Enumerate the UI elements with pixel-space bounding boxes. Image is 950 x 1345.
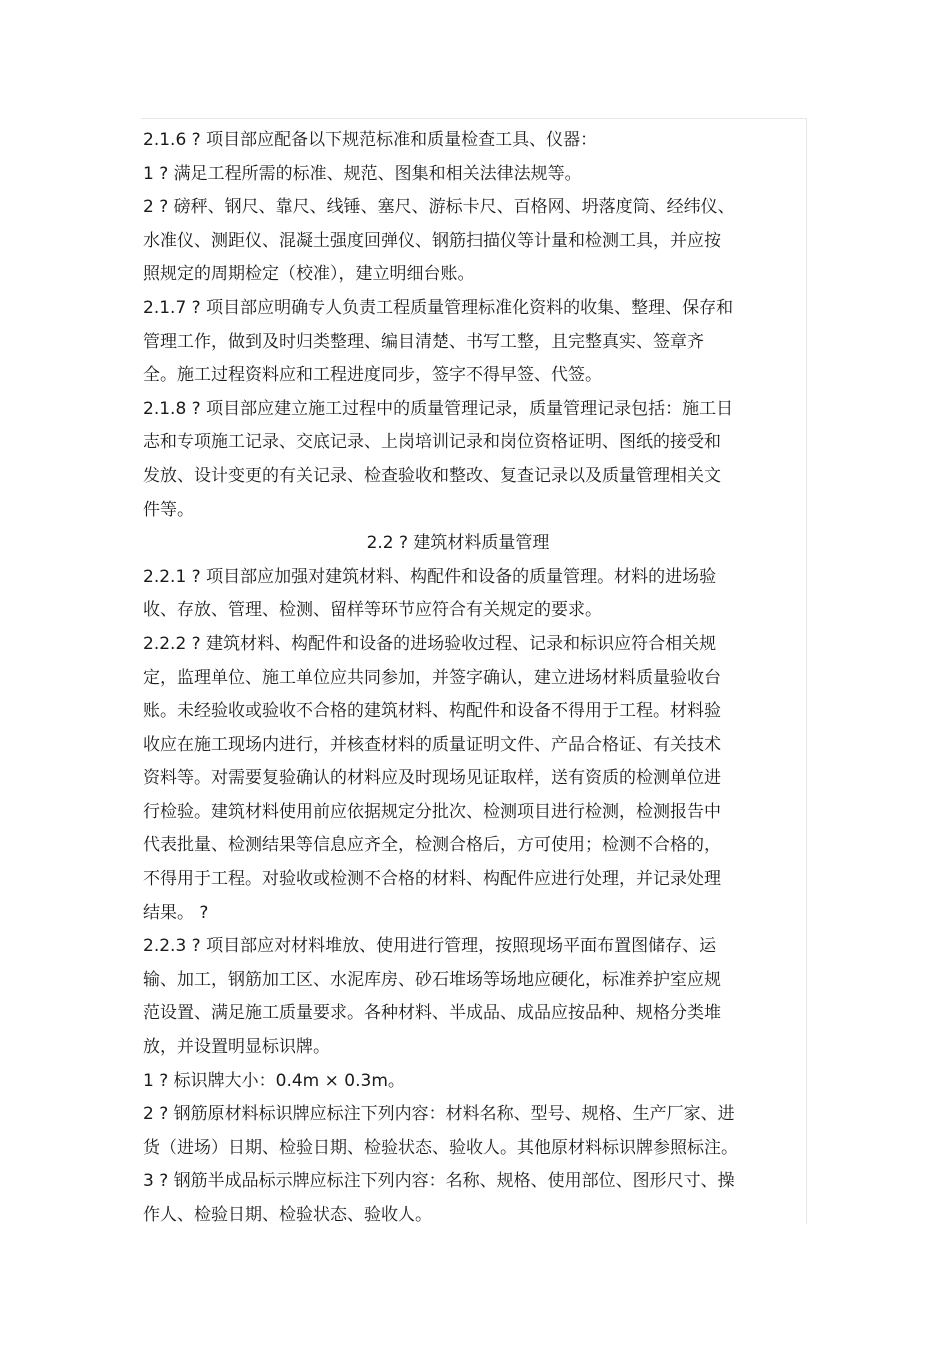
text-line: 照规定的周期检定（校准），建立明细台账。 [143,264,475,285]
text-line: 不得用于工程。对验收或检测不合格的材料、构配件应进行处理，并记录处理 [143,869,721,890]
text-line: 管理工作，做到及时归类整理、编目清楚、书写工整，且完整真实、签章齐 [143,331,704,352]
text-line: 资料等。对需要复验确认的材料应及时现场见证取样，送有资质的检测单位进 [143,768,721,789]
text-line: 2.2.3 ? 项目部应对材料堆放、使用进行管理，按照现场平面布置图储存、运 [143,936,717,957]
text-line: 代表批量、检测结果等信息应齐全，检测合格后，方可使用；检测不合格的， [143,835,721,856]
text-line: 志和专项施工记录、交底记录、上岗培训记录和岗位资格证明、图纸的接受和 [143,432,721,453]
text-line: 1 ? 满足工程所需的标准、规范、图集和相关法律法规等。 [143,163,582,184]
text-line: 2.1.8 ? 项目部应建立施工过程中的质量管理记录，质量管理记录包括：施工日 [143,398,734,419]
text-line: 结果。 ? [143,902,209,923]
text-line: 定，监理单位、施工单位应共同参加，并签字确认，建立进场材料质量验收台 [143,667,721,688]
text-line: 收、存放、管理、检测、留样等环节应符合有关规定的要求。 [143,600,602,621]
text-line: 货（进场）日期、检验日期、检验状态、验收人。其他原材料标识牌参照标注。 [143,1137,738,1158]
text-line: 2.2.2 ? 建筑材料、构配件和设备的进场验收过程、记录和标识应符合相关规 [143,633,717,654]
text-line: 2.1.7 ? 项目部应明确专人负责工程质量管理标准化资料的收集、整理、保存和 [143,297,734,318]
text-line: 作人、检验日期、检验状态、验收人。 [143,1205,432,1225]
document-body [143,124,773,1233]
text-line: 账。未经验收或验收不合格的建筑材料、构配件和设备不得用于工程。材料验 [143,701,721,722]
text-line: 2 ? 钢筋原材料标识牌应标注下列内容：材料名称、型号、规格、生产厂家、进 [143,1104,735,1125]
text-line: 范设置、满足施工质量要求。各种材料、半成品、成品应按品种、规格分类堆 [143,1003,721,1024]
text-line: 3 ? 钢筋半成品标示牌应标注下列内容：名称、规格、使用部位、图形尺寸、操 [143,1171,735,1192]
text-line: 件等。 [143,499,194,520]
text-line: 输、加工，钢筋加工区、水泥库房、砂石堆场等场地应硬化，标准养护室应规 [143,969,721,990]
text-line: 水准仪、测距仪、混凝土强度回弹仪、钢筋扫描仪等计量和检测工具，并应按 [143,230,721,251]
text-line: 1 ? 标识牌大小：0.4m × 0.3m。 [143,1070,405,1091]
text-line: 2.2.1 ? 项目部应加强对建筑材料、构配件和设备的质量管理。材料的进场验 [143,566,717,587]
text-line: 收应在施工现场内进行，并核查材料的质量证明文件、产品合格证、有关技术 [143,734,721,755]
text-line: 行检验。建筑材料使用前应依据规定分批次、检测项目进行检测，检测报告中 [143,801,721,822]
text-line: 2 ? 磅秤、钢尺、靠尺、线锤、塞尺、游标卡尺、百格网、坍落度筒、经纬仪、 [143,197,735,218]
text-line: 2.1.6 ? 项目部应配备以下规范标准和质量检查工具、仪器： [143,130,598,150]
text-line: 放，并设置明显标识牌。 [143,1037,330,1058]
text-line: 全。施工过程资料应和工程进度同步，签字不得早签、代签。 [143,365,602,386]
section-heading: 2.2 ? 建筑材料质量管理 [366,533,550,554]
text-line: 发放、设计变更的有关记录、检查验收和整改、复查记录以及质量管理相关文 [143,465,721,486]
